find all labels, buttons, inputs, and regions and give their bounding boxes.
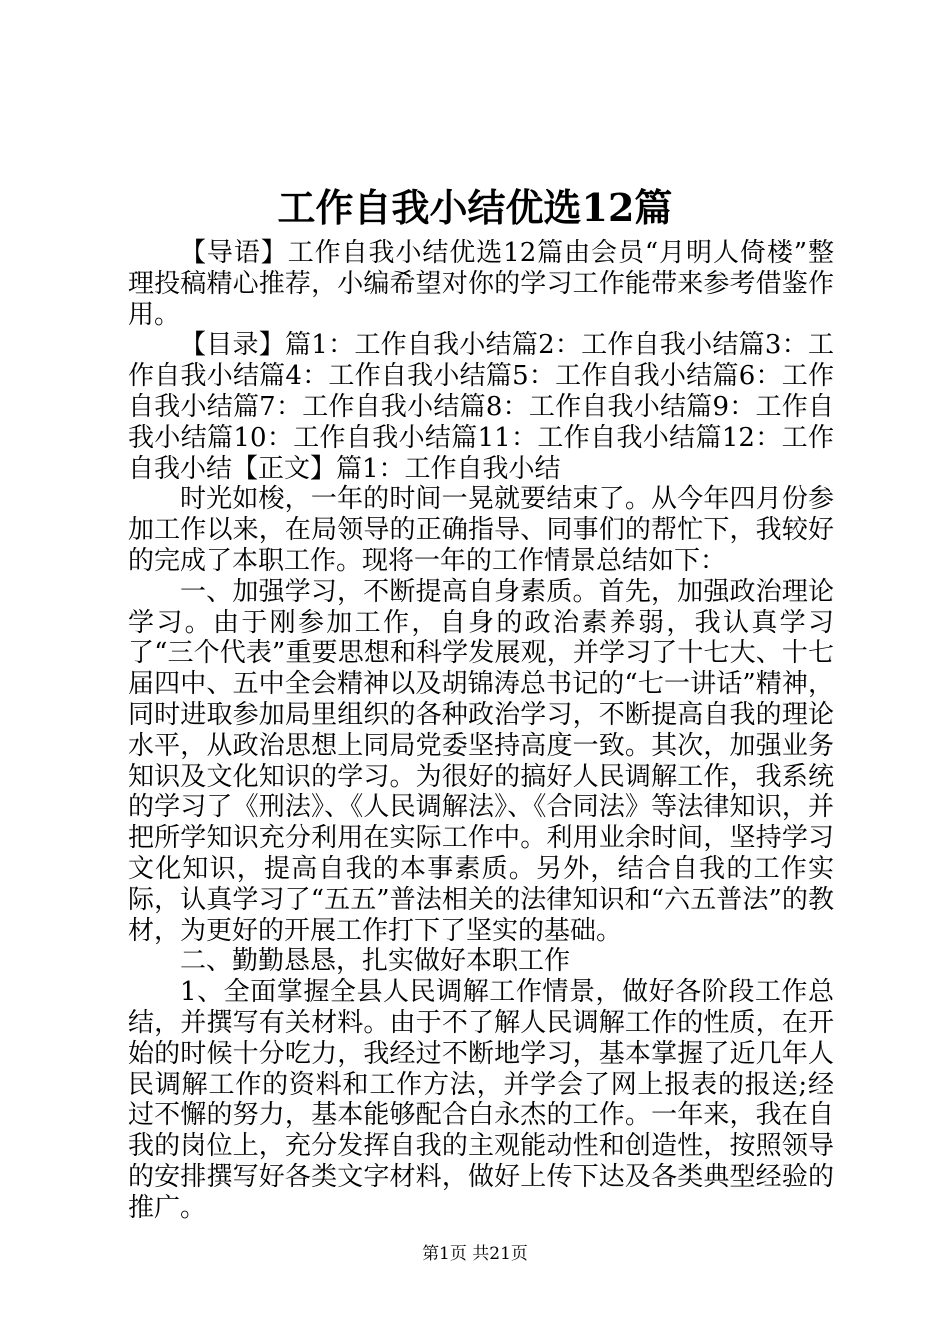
body-paragraph: 1、全面掌握全县人民调解工作情景，做好各阶段工作总结，并撰写有关材料。由于不了解人民调解工作的性质，在开始的时候十分吃力，我经过不断地学习，基本掌握了近几年人民调解工作的资料和工作方法，并学会了网上报表的报送;经过不懈的努力，基本能够配合白永杰的工作。一年来，我在自我的岗位上，充分发挥自我的主观能动性和创造性，按照领导的安排撰写好各类文字材料，做好上传下达及各类典型经验的推广。 bbox=[128, 977, 834, 1223]
toc-paragraph: 【目录】篇1：工作自我小结篇2：工作自我小结篇3：工作自我小结篇4：工作自我小结篇5：工作自我小结篇6：工作自我小结篇7：工作自我小结篇8：工作自我小结篇9：工作自我小结篇10：工作自我小结篇11：工作自我小结篇12：工作自我小结【正文】篇1：工作自我小结 bbox=[128, 330, 834, 484]
body-paragraph: 一、加强学习，不断提高自身素质。首先，加强政治理论学习。由于刚参加工作，自身的政治素养弱，我认真学习了“三个代表”重要思想和科学发展观，并学习了十七大、十七届四中、五中全会精神以及胡锦涛总书记的“七一讲话”精神，同时进取参加局里组织的各种政治学习，不断提高自我的理论水平，从政治思想上同局党委坚持高度一致。其次，加强业务知识及文化知识的学习。为很好的搞好人民调解工作，我系统的学习了《刑法》、《人民调解法》、《合同法》等法律知识，并把所学知识充分利用在实际工作中。利用业余时间，坚持学习文化知识，提高自我的本事素质。另外，结合自我的工作实际，认真学习了“五五”普法相关的法律知识和“六五普法”的教材，为更好的开展工作打下了坚实的基础。 bbox=[128, 576, 834, 946]
body-paragraph: 时光如梭，一年的时间一晃就要结束了。从今年四月份参加工作以来，在局领导的正确指导、同事们的帮忙下，我较好的完成了本职工作。现将一年的工作情景总结如下： bbox=[128, 484, 834, 576]
page-footer: 第1页 共21页 bbox=[422, 1244, 528, 1264]
intro-paragraph: 【导语】工作自我小结优选12篇由会员“月明人倚楼”整理投稿精心推荐，小编希望对你的学习工作能带来参考借鉴作用。 bbox=[128, 238, 834, 330]
section-heading: 二、勤勤恳恳，扎实做好本职工作 bbox=[180, 946, 571, 977]
document-title: 工作自我小结优选12篇 bbox=[277, 185, 673, 230]
document-body bbox=[128, 238, 834, 1224]
